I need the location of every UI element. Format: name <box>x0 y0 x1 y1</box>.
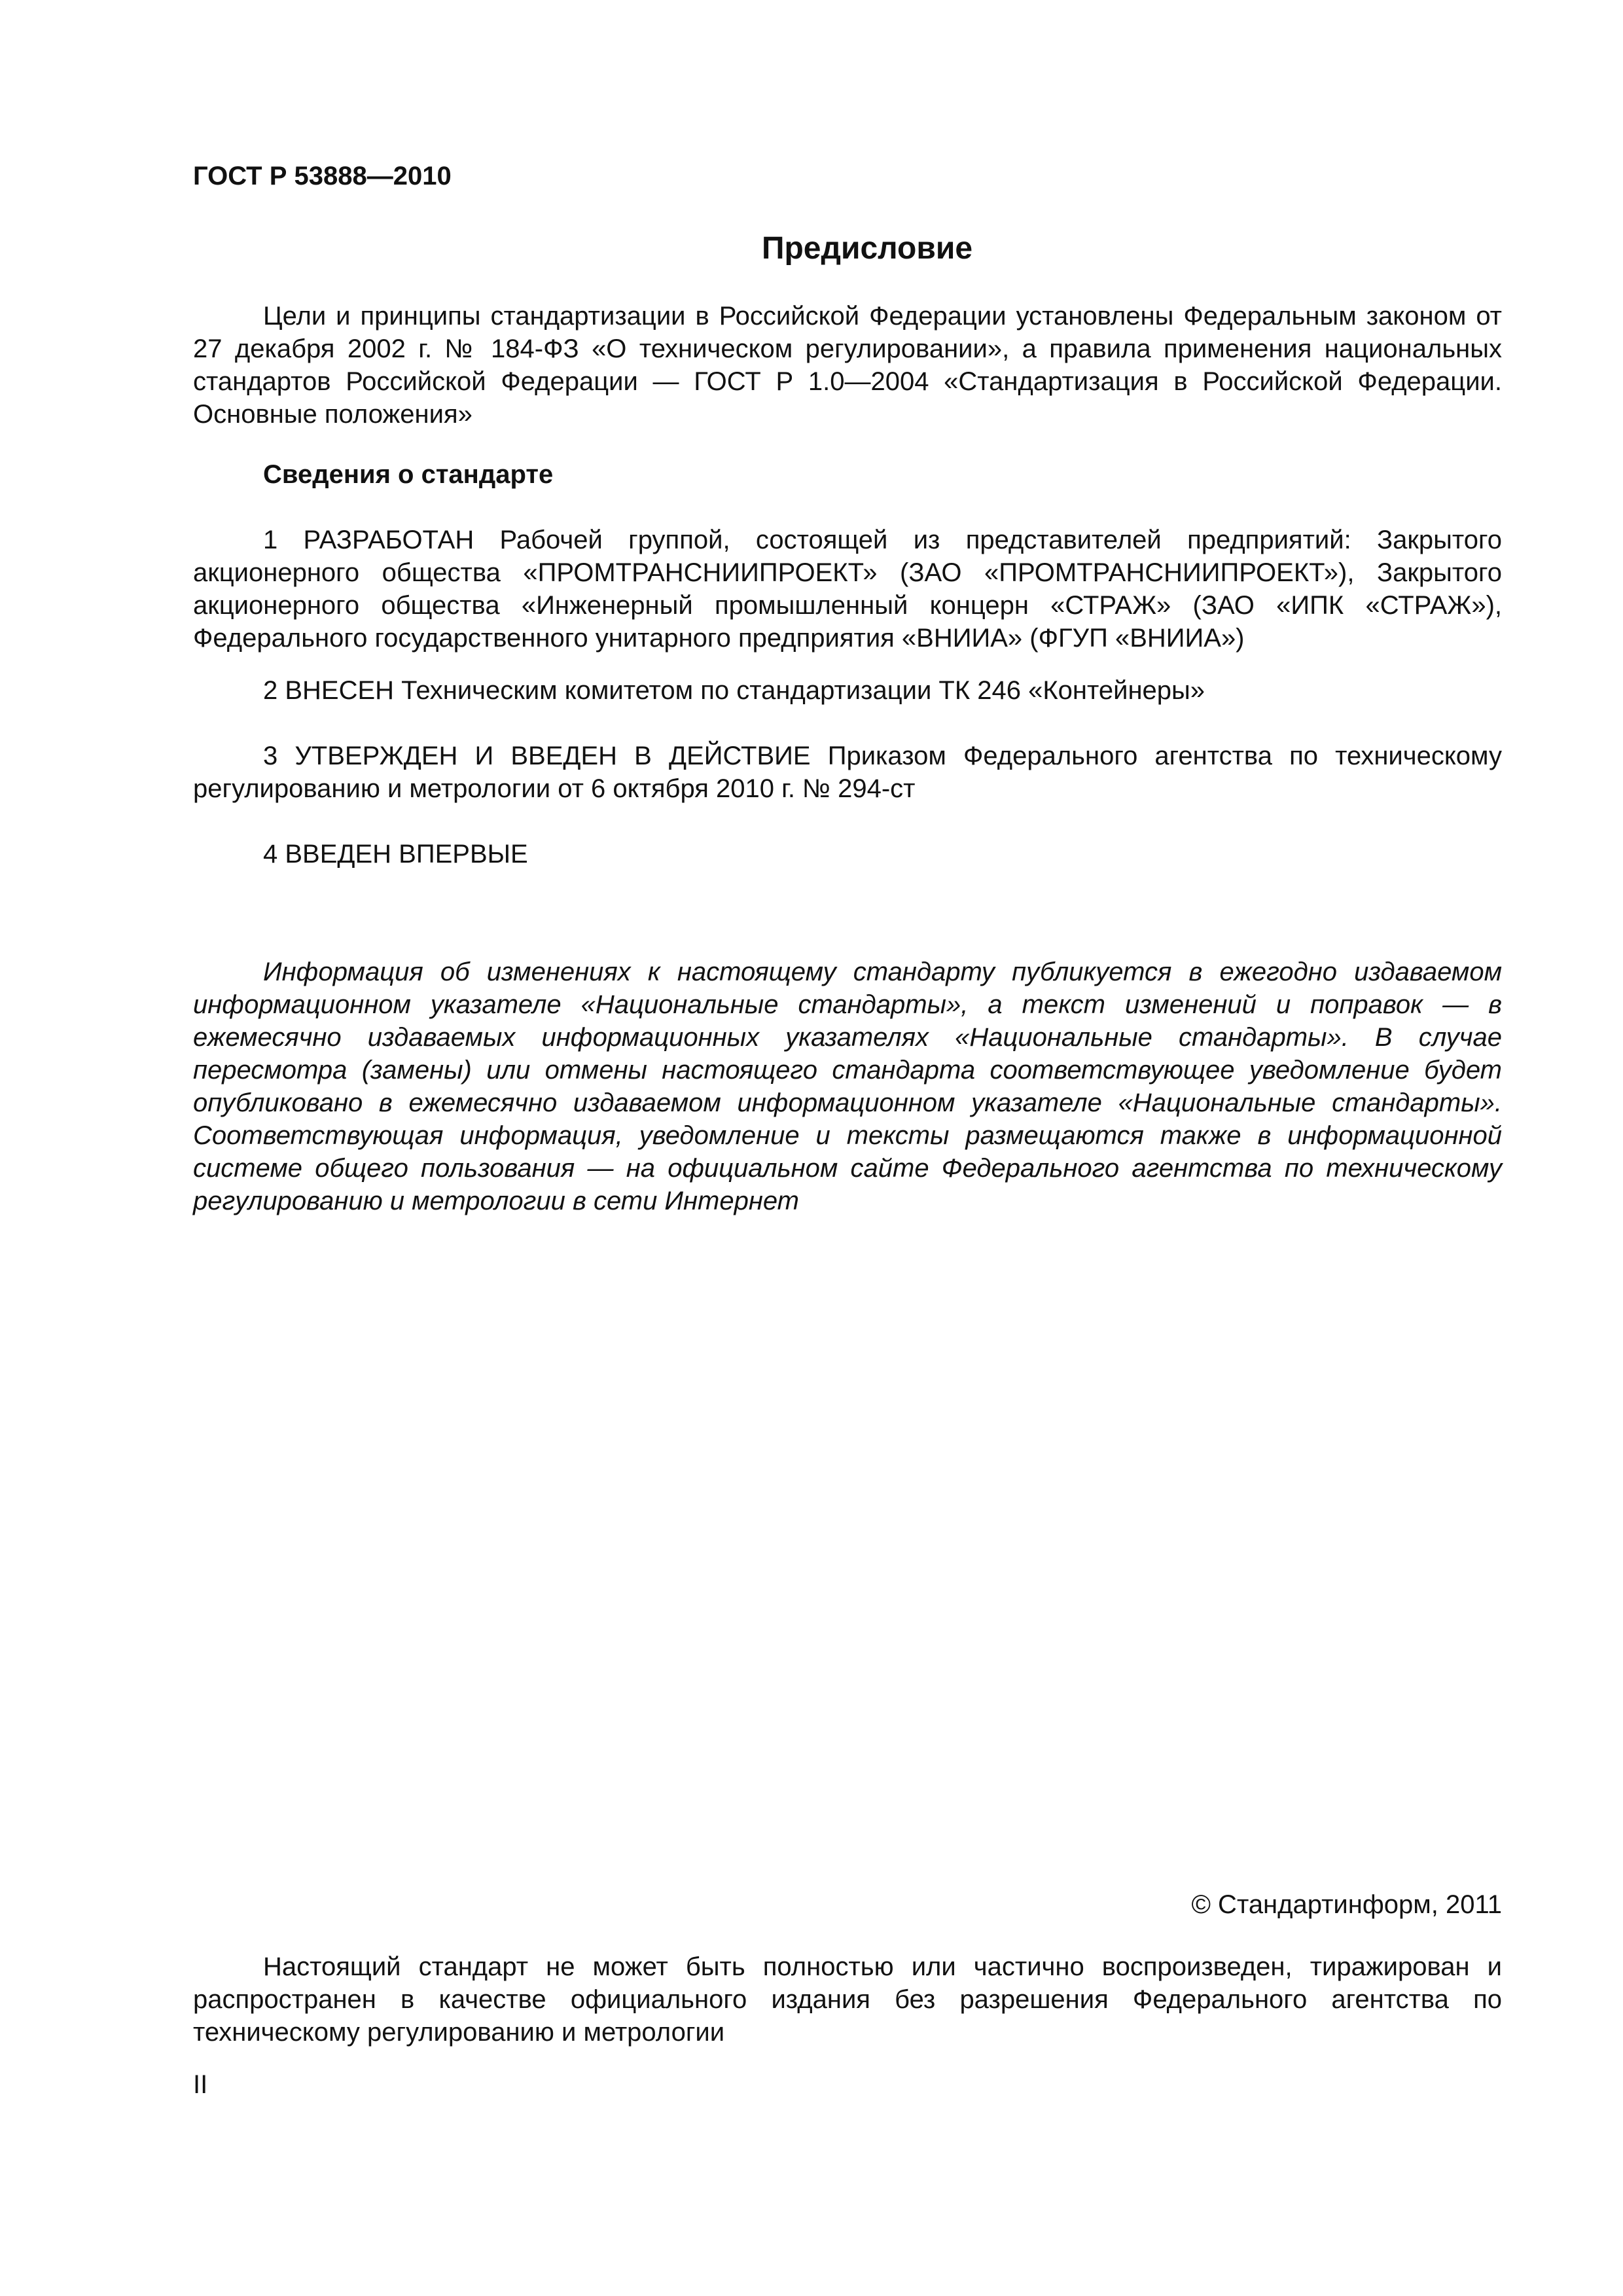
changes-info-paragraph: Информация об изменениях к настоящему стандарту публикуется в ежегодно издаваемом информационном указателе «Национальные стандарты», а текст изменений и поправок — в ежемесячно издаваемых информационных указателях «Национальные стандарты». В случае пересмотра (замены) или отмены настоящего стандарта соответствующее уведомление будет опубликовано в ежемесячно издаваемом информационном указателе «Национальные стандарты». Соответствующая информация, уведомление и тексты размещаются также в информационной системе общего пользования — на официальном сайте Федерального агентства по техническому регулированию и метрологии в сети Интернет <box>193 958 1502 1215</box>
standard-code: ГОСТ Р 53888—2010 <box>193 162 452 190</box>
info-item-first-introduced: 4 ВВЕДЕН ВПЕРВЫЕ <box>263 840 528 869</box>
foreword-intro: Цели и принципы стандартизации в Российской Федерации установлены Федеральным законом от 27 декабря 2002 г. № 184-ФЗ «О техническом регулировании», а правила применения национальных стандартов Российской Федерации — ГОСТ Р 1.0—2004 «Стандартизация в Российской Федерации. Основные положения» <box>193 302 1502 429</box>
info-item-approved: 3 УТВЕРЖДЕН И ВВЕДЕН В ДЕЙСТВИЕ Приказом Федерального агентства по техническому регулированию и метрологии от 6 октября 2010 г. № 294-ст <box>193 742 1502 803</box>
foreword-title-row <box>0 229 1623 268</box>
copyright-line: © Стандартинформ, 2011 <box>1191 1890 1502 1919</box>
info-item-submitted: 2 ВНЕСЕН Техническим комитетом по стандартизации ТК 246 «Контейнеры» <box>263 676 1205 705</box>
info-item-developed: 1 РАЗРАБОТАН Рабочей группой, состоящей из представителей предприятий: Закрытого акционерного общества «ПРОМТРАНСНИИПРОЕКТ» (ЗАО «ПРОМТРАНСНИИПРОЕКТ»), Закрытого акционерного общества «Инженерный промышленный концерн «СТРАЖ» (ЗАО «ИПК «СТРАЖ»), Федерального государственного унитарного предприятия «ВНИИА» (ФГУП «ВНИИА») <box>193 526 1502 653</box>
reproduction-notice: Настоящий стандарт не может быть полностью или частично воспроизведен, тиражирован и распространен в качестве официального издания без разрешения Федерального агентства по техническому регулированию и метрологии <box>193 1952 1502 2047</box>
info-heading: Сведения о стандарте <box>263 460 554 489</box>
page-number: II <box>193 2070 208 2099</box>
foreword-title: Предисловие <box>761 231 973 266</box>
